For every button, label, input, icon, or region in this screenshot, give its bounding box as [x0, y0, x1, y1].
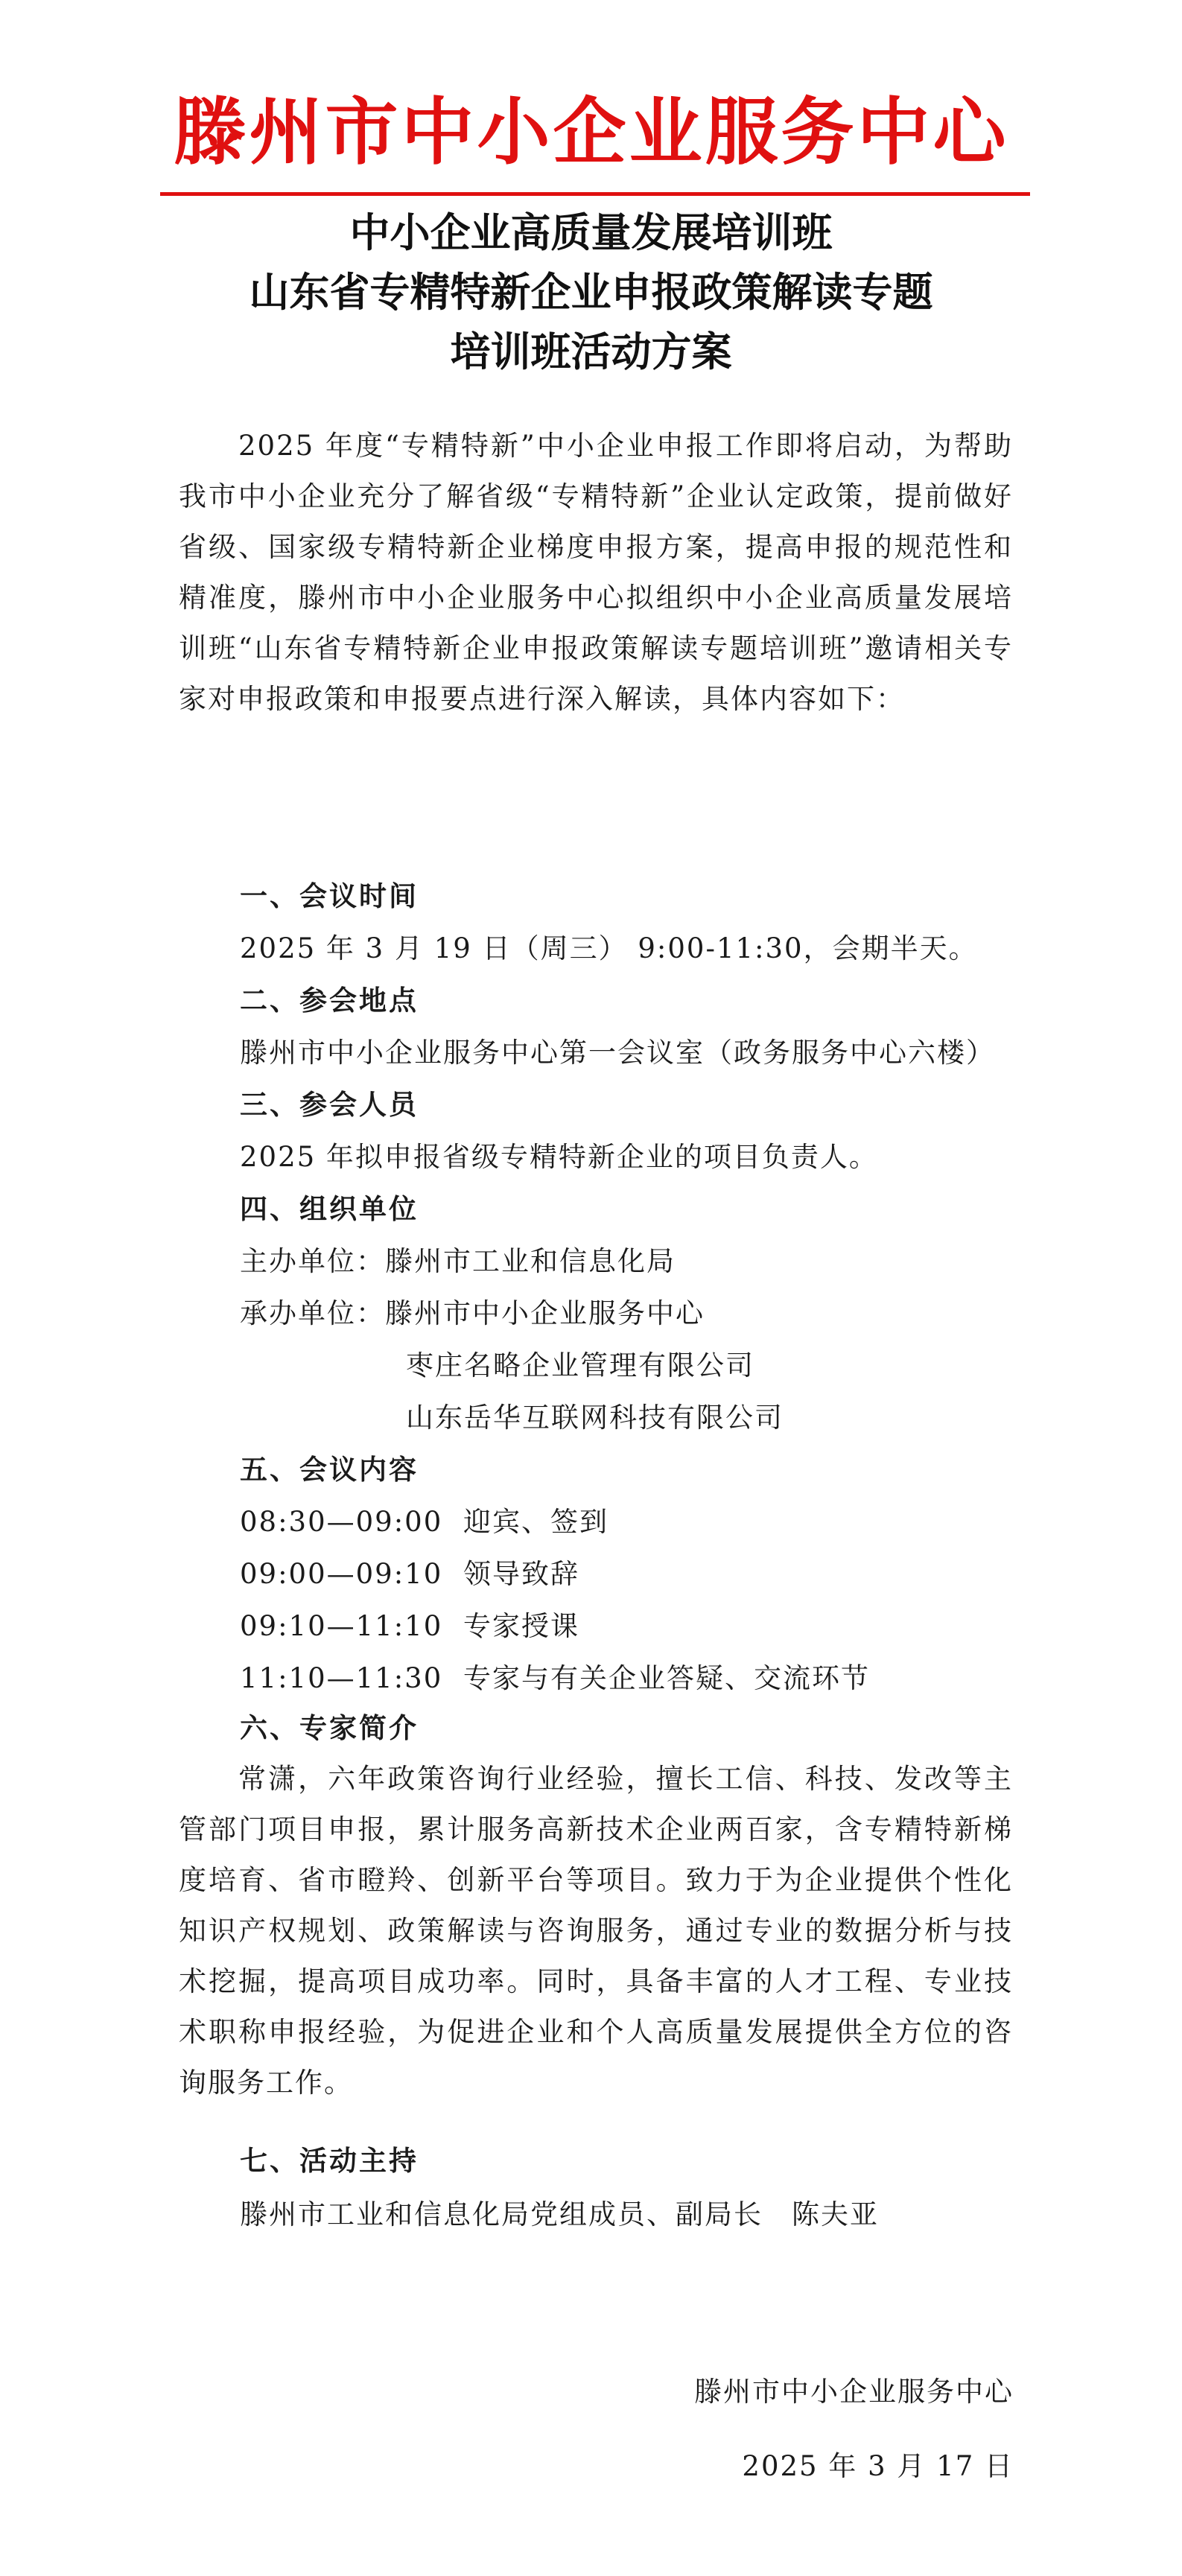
- intro-paragraph: 2025 年度“专精特新”中小企业申报工作即将启动，为帮助我市中小企业充分了解省级“专精特新”企业认定政策，提前做好省级、国家级专精特新企业梯度申报方案，提高申报的规范性和精准度，滕州市中小企业服务中心拟组织中小企业高质量发展培训班“山东省专精特新企业申报政策解读专题培训班”邀请相关专家对申报政策和申报要点进行深入解读，具体内容如下：: [179, 430, 1013, 715]
- section-venue-heading: 二、参会地点: [240, 985, 419, 1017]
- co-organizer-2: 枣庄名略企业管理有限公司: [406, 1349, 754, 1381]
- letterhead-title: 滕州市中小企业服务中心: [173, 90, 1009, 175]
- title-line-2: 山东省专精特新企业申报政策解读专题: [249, 268, 933, 316]
- agenda-time: 09:10—11:10: [240, 1610, 443, 1642]
- agenda-row: [240, 1497, 609, 1548]
- title-line-1: 中小企业高质量发展培训班: [349, 209, 833, 256]
- agenda-item: 专家授课: [463, 1610, 579, 1642]
- agenda-item: 专家与有关企业答疑、交流环节: [463, 1662, 870, 1694]
- agenda-row: [240, 1653, 870, 1704]
- section-agenda-heading: 五、会议内容: [240, 1454, 419, 1486]
- agenda-time: 09:00—09:10: [240, 1558, 443, 1590]
- co-label: 承办单位：: [240, 1297, 385, 1329]
- section-time-heading: 一、会议时间: [240, 880, 419, 912]
- document-title: [0, 203, 1182, 381]
- signature-organization: 滕州市中小企业服务中心: [694, 2376, 1014, 2408]
- agenda-time: 11:10—11:30: [240, 1662, 443, 1694]
- section-venue-text: 滕州市中小企业服务中心第一会议室（政务服务中心六楼）: [240, 1037, 995, 1069]
- agenda-row: [240, 1549, 579, 1600]
- organizer-host-row: [240, 1236, 676, 1287]
- organizer-co-row: [240, 1288, 705, 1339]
- section-host-heading: 七、活动主持: [240, 2145, 419, 2177]
- letterhead-red-rule: [160, 192, 1030, 196]
- title-line-3: 培训班活动方案: [450, 328, 732, 375]
- agenda-item: 迎宾、签到: [463, 1506, 609, 1538]
- signature-date: 2025 年 3 月 17 日: [742, 2450, 1014, 2482]
- host-label: 主办单位：: [240, 1245, 385, 1277]
- co-organizer-1: 滕州市中小企业服务中心: [385, 1297, 705, 1329]
- co-organizer-3: 山东岳华互联网科技有限公司: [406, 1402, 784, 1434]
- section-organizers-heading: 四、组织单位: [240, 1193, 419, 1225]
- section-attendees-text: 2025 年拟申报省级专精特新企业的项目负责人。: [240, 1141, 878, 1173]
- expert-bio-paragraph: 常潇，六年政策咨询行业经验，擅长工信、科技、发改等主管部门项目申报，累计服务高新技术企业两百家，含专精特新梯度培育、省市瞪羚、创新平台等项目。致力于为企业提供个性化知识产权规划、政策解读与咨询服务，通过专业的数据分析与技术挖掘，提高项目成功率。同时，具备丰富的人才工程、专业技术职称申报经验，为促进企业和个人高质量发展提供全方位的咨询服务工作。: [179, 1763, 1013, 2099]
- section-expert-heading: 六、专家简介: [240, 1712, 419, 1744]
- agenda-row: [240, 1601, 579, 1652]
- agenda-item: 领导致辞: [463, 1558, 579, 1590]
- section-attendees-heading: 三、参会人员: [240, 1089, 419, 1121]
- host-name: 滕州市工业和信息化局: [385, 1245, 676, 1277]
- agenda-time: 08:30—09:00: [240, 1506, 443, 1538]
- section-host-text: 滕州市工业和信息化局党组成员、副局长 陈夫亚: [240, 2198, 879, 2230]
- section-time-text: 2025 年 3 月 19 日（周三） 9:00-11:30，会期半天。: [240, 932, 978, 964]
